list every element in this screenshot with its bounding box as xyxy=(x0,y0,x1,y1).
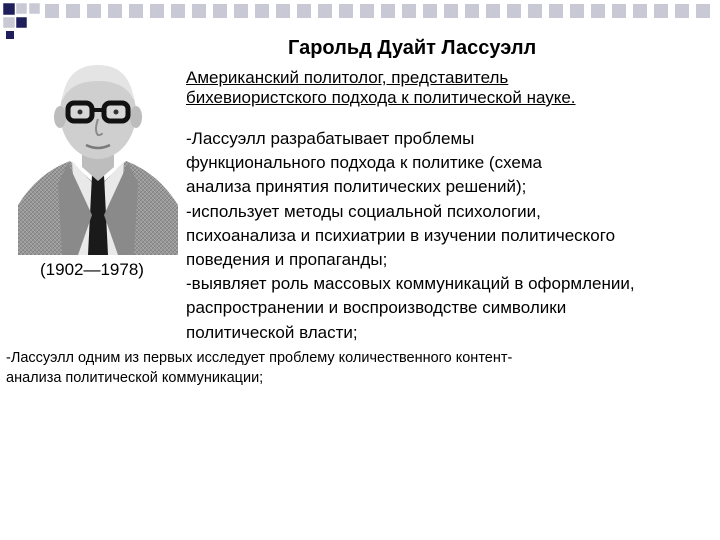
body-line: -использует методы социальной психологии, xyxy=(186,201,541,221)
footer-line: -Лассуэлл одним из первых исследует проблему количественного контент- xyxy=(6,350,513,366)
life-years: (1902—1978) xyxy=(40,260,144,279)
body-line: поведения и пропаганды; xyxy=(186,250,388,270)
intro-text xyxy=(186,68,706,108)
body-line: психоанализа и психиатрии в изучении политического xyxy=(186,225,616,245)
body-line: анализа принятия политических решений); xyxy=(186,177,527,197)
body-line: -Лассуэлл разрабатывает проблемы xyxy=(186,129,475,148)
footer-text xyxy=(6,348,706,388)
body-line: функционального подхода к политике (схема xyxy=(186,153,542,173)
portrait-photo xyxy=(18,55,178,255)
square-column xyxy=(6,31,14,39)
square-mark xyxy=(17,18,26,27)
body-line: политической власти; xyxy=(186,322,358,342)
body-line: -выявляет роль массовых коммуникаций в оформлении, xyxy=(186,274,635,294)
square-mark xyxy=(4,18,14,27)
body-text xyxy=(186,127,718,345)
slide-title: Гарольд Дуайт Лассуэлл xyxy=(288,37,537,59)
square-mark xyxy=(17,4,26,13)
body-line: распространении и воспроизводстве символики xyxy=(186,298,567,318)
square-mark xyxy=(30,4,39,13)
footer-line: анализа политической коммуникации; xyxy=(6,370,264,386)
intro-line: бихевиористского подхода к политической науке. xyxy=(186,88,576,107)
square-row xyxy=(45,4,710,18)
intro-line: Американский политолог, представитель xyxy=(186,68,509,87)
square-mark xyxy=(4,4,14,14)
